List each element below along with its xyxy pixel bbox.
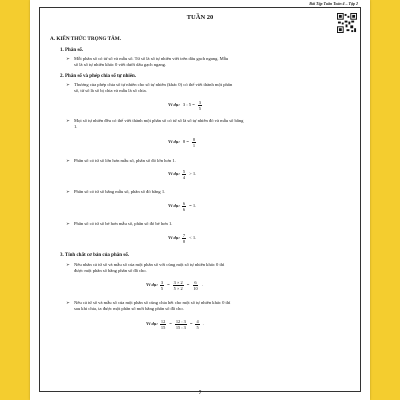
qr-code-icon [337, 12, 357, 34]
example-row: Ví dụ: $\frac{3}{5}$ = $\frac{3 \times 2}{5 \times 2}$ = $\frac{6}{10}$ . [146, 280, 203, 291]
fraction: $\frac{7}{8}$ [182, 233, 186, 244]
fraction: $\frac{6}{6}$ [182, 201, 186, 212]
document-page [30, 0, 370, 400]
week-title: TUẦN 20 [186, 14, 214, 21]
bullet-item: ➢ Nếu cả tử số và mẫu số của một phân số cùng chia hết cho một số tự nhiên khác 0 thì sau khi chia, ta được một phân số mới bằng phân số đã cho. [66, 300, 231, 312]
fraction: $\frac{3 \times 2}{5 \times 2}$ [173, 280, 183, 291]
section-2-title: 2. Phân số và phép chia số tự nhiên. [60, 74, 137, 79]
example-row: Ví dụ: $\frac{6}{6}$ = 1. [168, 201, 197, 212]
page-number: 7 [198, 391, 202, 396]
example-row: Ví dụ: $\frac{5}{4}$ > 1. [168, 169, 197, 180]
section-3-title: 3. Tính chất cơ bản của phân số. [60, 253, 129, 258]
arrow-bullet-icon: ➢ [66, 221, 70, 226]
fraction: $\frac{12}{15}$ [160, 319, 166, 330]
arrow-bullet-icon: ➢ [66, 300, 70, 305]
arrow-bullet-icon: ➢ [66, 82, 70, 87]
section-a-title: A. KIẾN THỨC TRỌNG TÂM. [50, 36, 122, 42]
section-1-title: 1. Phân số. [60, 48, 84, 53]
bullet-item: ➢ Thương của phép chia số tự nhiên cho số tự nhiên (khác 0) có thể viết thành một phân số, tử số là số bị chia và mẫu là số chia. [66, 82, 233, 94]
bullet-item: ➢ Phân số có tử số lớn hơn mẫu số, phân số đó lớn hơn 1. [66, 158, 176, 163]
bullet-item: ➢ Nếu nhân cả tử số và mẫu số của một phân số với cùng một số tự nhiên khác 0 thì được một phân số bằng phân số đã cho. [66, 262, 225, 274]
example-row: Ví dụ: $\frac{7}{8}$ < 1. [168, 233, 197, 244]
bullet-item: ➢ Phân số có tử số bằng mẫu số, phân số đó bằng 1. [66, 189, 166, 194]
bullet-item: ➢ Phân số có tử số bé hơn mẫu số, phân số đó bé hơn 1. [66, 221, 173, 226]
fraction: $\frac{4}{5}$ [196, 319, 199, 330]
arrow-bullet-icon: ➢ [66, 56, 70, 61]
example-row: Ví dụ: 8 = $\frac{8}{1}$ [168, 137, 196, 148]
arrow-bullet-icon: ➢ [66, 189, 70, 194]
fraction: $\frac{6}{10}$ [193, 280, 198, 291]
fraction: $\frac{3}{5}$ [160, 280, 164, 291]
example-row: Ví dụ: $\frac{12}{15}$ = $\frac{12 : 3}{15 : 3}$ = $\frac{4}{5}$ . [146, 319, 204, 330]
header-note: Bài Tập Tuần Toán 4 – Tập 2 [309, 1, 358, 6]
bullet-item: ➢ Mọi số tự nhiên đều có thể viết thành một phân số có tử số là số tự nhiên đó và mẫu số bằng 1. [66, 118, 244, 130]
arrow-bullet-icon: ➢ [66, 158, 70, 163]
bullet-item: ➢ Mỗi phân số có tử số và mẫu số. Tử số là số tự nhiên viết trên dấu gạch ngang. Mẫu số là số tự nhiên khác 0 viết dưới dấu gạch ngang. [66, 56, 229, 68]
example-row: Ví dụ: 3 : 5 = $\frac{3}{5}$ [168, 100, 201, 111]
arrow-bullet-icon: ➢ [66, 118, 70, 123]
fraction: $\frac{3}{5}$ [198, 100, 201, 111]
fraction: $\frac{8}{1}$ [192, 137, 196, 148]
fraction: $\frac{12 : 3}{15 : 3}$ [175, 319, 186, 330]
fraction: $\frac{5}{4}$ [182, 169, 186, 180]
content-frame [39, 7, 361, 392]
arrow-bullet-icon: ➢ [66, 262, 70, 267]
